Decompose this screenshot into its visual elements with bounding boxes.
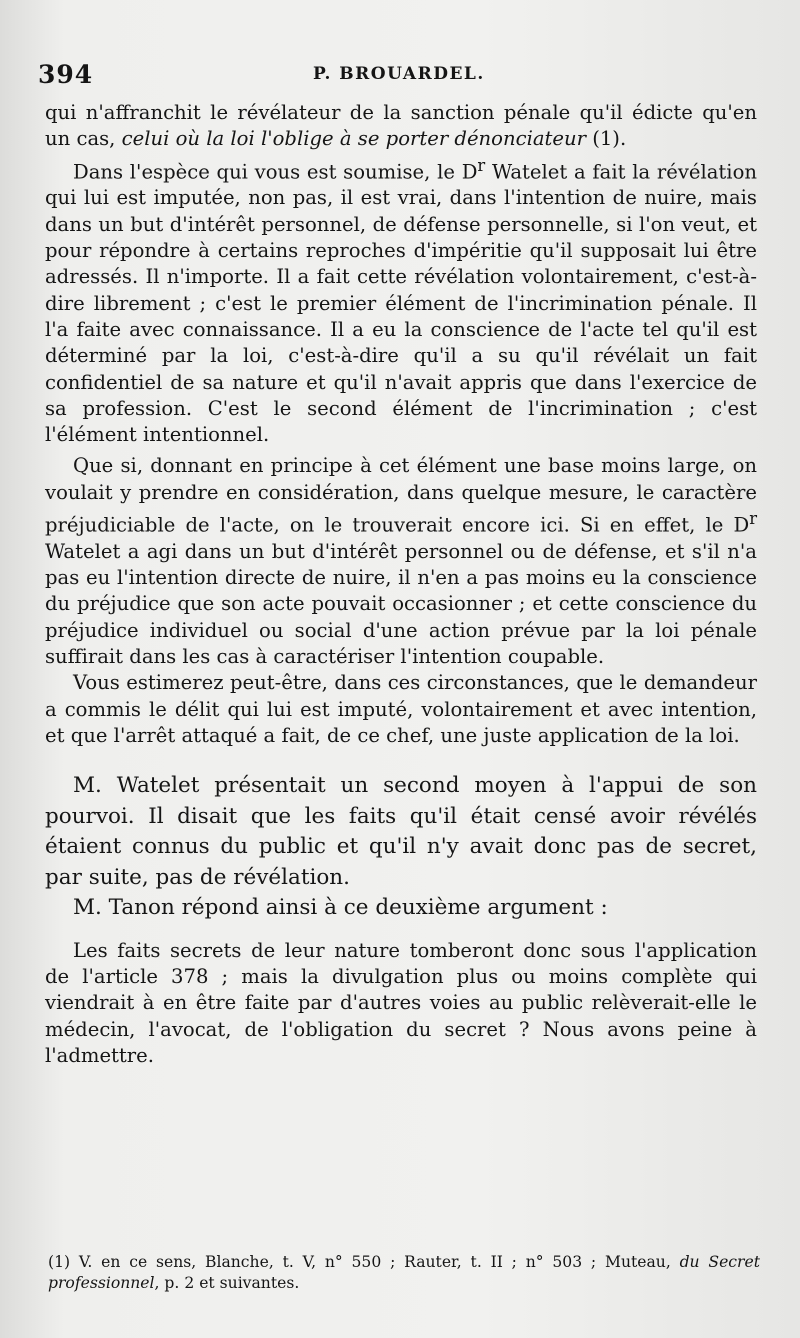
running-head: P. BROUARDEL. (313, 64, 485, 84)
doctor-abbrev-sup: r (477, 155, 486, 175)
page-header (38, 60, 758, 94)
body-text (45, 100, 757, 1069)
doctor-abbrev-sup: r (749, 508, 757, 528)
paragraph-3 (45, 453, 757, 670)
paragraph-2-text-b: Watelet a fait la révélation qui lui est imputée, non pas, il est vrai, dans l'intention de nuire, mais dans un but d'intérêt personnel, de défense personnelle, si l'on veut, et pour répondre à certains reproches d'impéritie qu'il supposait lui être adressés. Il n'importe. Il a fait cette révélation volontairement, c'est-à-dire librement ; c'est le premier élément de l'incrimination pénale. Il l'a faite avec connaissance. Il a eu la conscience de l'acte tel qu'il est déterminé par la loi, c'est-à-dire qu'il a su qu'il révélait un fait confidentiel de sa nature et qu'il n'avait appris que dans l'exercice de sa profession. C'est le second élément de l'incrimination ; c'est l'élément intentionnel. (45, 160, 757, 447)
footnote-text: (1) V. en ce sens, Blanche, t. V, n° 550 ; Rauter, t. II ; n° 503 ; Muteau, (48, 1253, 680, 1271)
footnote (48, 1252, 760, 1293)
paragraph-6: M. Tanon répond ainsi à ce deuxième argument : (73, 895, 608, 921)
paragraph-1-italic: celui où la loi l'oblige à se porter dénonciateur (121, 127, 586, 151)
paragraph-1-text: qui n'affranchit le révélateur de la sanction pénale qu'il édicte qu'en un cas, (45, 101, 757, 151)
page-number: 394 (38, 60, 94, 89)
footnote-italic: du Secret professionnel (48, 1253, 760, 1292)
paragraph-7: Les faits secrets de leur nature tomberont donc sous l'application de l'article 378 ; mais la divulgation plus ou moins complète qui viendrait à en être faite par d'autres voies au public relèverait-elle le médecin, l'avocat, de l'obligation du secret ? Nous avons peine à l'admettre. (45, 938, 757, 1067)
paragraph-5: M. Watelet présentait un second moyen à l'appui de son pourvoi. Il disait que les faits qu'il était censé avoir révélés étaient connus du public et qu'il n'y avait donc pas de secret, par suite, pas de révélation. (45, 773, 757, 890)
paragraph-3-text-a: Que si, donnant en principe à cet élément une base moins large, on voulait y prendre en considération, dans quelque mesure, le caractère préjudiciable de l'acte, on le trouverait encore ici. Si en effet, le D (45, 454, 757, 537)
footnote-text-end: , p. 2 et suivantes. (154, 1273, 300, 1292)
paragraph-1 (45, 100, 757, 153)
paragraph-2 (45, 153, 757, 449)
footnote-ref: (1). (585, 127, 627, 151)
paragraph-3-text-b: Watelet a agi dans un but d'intérêt personnel ou de défense, et s'il n'a pas eu l'intention directe de nuire, il n'en a pas moins eu la conscience du préjudice que son acte pouvait occasionner ; et cette conscience du préjudice individuel ou social d'une action prévue par la loi pénale suffirait dans les cas à caractériser l'intention coupable. (45, 539, 757, 668)
paragraph-4: Vous estimerez peut-être, dans ces circonstances, que le demandeur a commis le délit qui lui est imputé, volontairement et avec intention, et que l'arrêt attaqué a fait, de ce chef, une juste application de la loi. (45, 671, 757, 747)
paragraph-2-text-a: Dans l'espèce qui vous est soumise, le D (73, 160, 478, 184)
